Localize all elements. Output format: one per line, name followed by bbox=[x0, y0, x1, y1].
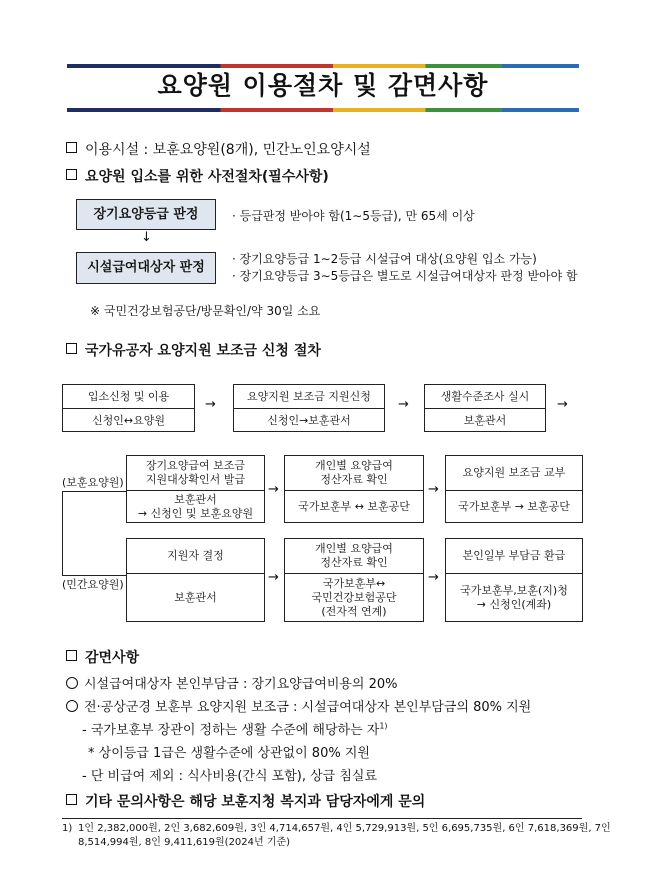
step-settlement-check-2-actor-1: 국가보훈부↔ bbox=[322, 577, 386, 591]
pre-procedure-heading: 요양원 입소를 위한 사전절차(필수사항) bbox=[85, 169, 329, 185]
checkbox-square-icon bbox=[66, 343, 77, 354]
section-reductions bbox=[66, 647, 139, 667]
section-pre-procedure bbox=[66, 166, 329, 186]
step-support-certificate-actor-2: → 신청인 및 보훈요양원 bbox=[137, 507, 254, 520]
right-arrow-icon: → bbox=[428, 570, 439, 585]
reduction-sub-1-text: - 국가보훈부 장관이 정하는 생활 수준에 해당하는 자 bbox=[82, 723, 380, 738]
step-settlement-check-2-title-2: 정산자료 확인 bbox=[320, 556, 388, 569]
right-arrow-icon: → bbox=[557, 397, 568, 412]
step-recipient-decision-title: 지원자 결정 bbox=[127, 539, 264, 574]
step-settlement-check-1 bbox=[284, 455, 424, 523]
footnote-ref: 1) bbox=[379, 721, 388, 731]
right-arrow-icon: → bbox=[268, 570, 279, 585]
step-living-survey-actor: 보훈관서 bbox=[463, 413, 507, 427]
subsidy-heading: 국가유공자 요양지원 보조금 신청 절차 bbox=[85, 343, 321, 359]
step-subsidy-application bbox=[233, 384, 385, 432]
reduction-item-1 bbox=[66, 673, 398, 692]
step-settlement-check-2-title-1: 개인별 요양급여 bbox=[315, 542, 393, 556]
page-title: 요양원 이용절차 및 감면사항 bbox=[157, 71, 489, 100]
step-settlement-check-1-actor: 국가보훈부 ↔ 보훈공단 bbox=[298, 500, 410, 514]
step-support-certificate-title-2: 지원대상확인서 발급 bbox=[145, 473, 246, 486]
step-admission bbox=[62, 384, 195, 432]
facility-benefit-note-2: · 장기요양등급 3∼5등급은 별도로 시설급여대상자 판정 받아야 함 bbox=[232, 269, 578, 283]
footnote-line-1: 1인 2,382,000원, 2인 3,682,609원, 3인 4,714,657원, 4인 5,729,913원, 5인 6,695,735원, 6인 7,618,369원, 7인 bbox=[78, 823, 611, 834]
reduction-item-2-text: 전·공상군경 보훈부 요양지원 보조금 : 시설급여대상자 본인부담금의 80% 지원 bbox=[84, 700, 532, 715]
down-arrow-icon: ↓ bbox=[141, 230, 152, 245]
footnote-line-2: 8,514,994원, 8인 9,411,619원(2024년 기준) bbox=[78, 837, 291, 848]
grade-judgement-note: · 등급판정 받아야 함(1∼5등급), 만 65세 이상 bbox=[232, 209, 475, 223]
title-bottom-bar bbox=[67, 108, 579, 112]
section-inquiry bbox=[66, 791, 425, 811]
step-subsidy-grant-actor: 국가보훈부 → 보훈공단 bbox=[458, 500, 570, 514]
step-subsidy-grant-title: 요양지원 보조금 교부 bbox=[446, 456, 582, 491]
reduction-sub-2: * 상이등급 1급은 생활수준에 상관없이 80% 지원 bbox=[88, 746, 370, 761]
step-settlement-check-2-actor-2: 국민건강보험공단 bbox=[311, 591, 397, 605]
step-living-survey-title: 생활수준조사 실시 bbox=[425, 385, 545, 409]
step-subsidy-grant bbox=[445, 455, 583, 523]
checkbox-square-icon bbox=[66, 794, 77, 805]
reduction-item-1-text: 시설급여대상자 본인부담금 : 장기요양급여비용의 20% bbox=[84, 677, 398, 692]
grade-judgement-box: 장기요양등급 판정 bbox=[76, 199, 216, 230]
footnote-separator bbox=[62, 818, 582, 819]
step-subsidy-application-title: 요양지원 보조금 지원신청 bbox=[234, 385, 384, 409]
reduction-sub-1 bbox=[82, 719, 388, 738]
step-support-certificate bbox=[126, 455, 265, 523]
step-settlement-check-1-title-1: 개인별 요양급여 bbox=[315, 459, 393, 473]
facility-heading: 이용시설 : 보훈요양원(8개), 민간노인요양시설 bbox=[85, 142, 371, 158]
step-settlement-check-2-actor-3: (전자적 연계) bbox=[321, 604, 387, 618]
section-facility bbox=[66, 139, 371, 159]
step-settlement-check-2 bbox=[284, 538, 424, 622]
reductions-heading: 감면사항 bbox=[85, 650, 140, 666]
checkbox-square-icon bbox=[66, 142, 77, 153]
circle-bullet-icon bbox=[66, 700, 78, 712]
step-subsidy-application-actor: 신청인→보훈관서 bbox=[267, 413, 351, 427]
pre-procedure-remark: ※ 국민건강보험공단/방문확인/약 30일 소요 bbox=[90, 304, 321, 318]
step-support-certificate-actor-1: 보훈관서 bbox=[174, 493, 217, 507]
reduction-sub-3: - 단 비급여 제외 : 식사비용(간식 포함), 상급 침실료 bbox=[82, 769, 378, 784]
step-copay-refund-title: 본인일부 부담금 환급 bbox=[446, 539, 582, 574]
reduction-item-2 bbox=[66, 696, 531, 715]
step-recipient-decision bbox=[126, 538, 265, 622]
step-admission-title: 입소신청 및 이용 bbox=[63, 385, 194, 409]
facility-benefit-box: 시설급여대상자 판정 bbox=[76, 252, 216, 284]
circle-bullet-icon bbox=[66, 677, 78, 689]
checkbox-square-icon bbox=[66, 169, 77, 180]
label-private-nursing-home: (민간요양원) bbox=[62, 578, 124, 591]
flow-bracket bbox=[62, 491, 126, 576]
right-arrow-icon: → bbox=[398, 397, 409, 412]
step-support-certificate-title-1: 장기요양급여 보조금 bbox=[145, 459, 246, 473]
right-arrow-icon: → bbox=[268, 482, 279, 497]
footnote-mark: 1) bbox=[62, 823, 73, 834]
right-arrow-icon: → bbox=[428, 482, 439, 497]
right-arrow-icon: → bbox=[205, 397, 216, 412]
step-copay-refund-actor-1: 국가보훈부,보훈(지)청 bbox=[460, 584, 568, 598]
step-copay-refund-actor-2: → 신청인(계좌) bbox=[476, 598, 552, 611]
facility-benefit-note-1: · 장기요양등급 1∼2등급 시설급여 대상(요양원 입소 가능) bbox=[232, 252, 537, 266]
step-admission-actor: 신청인↔요양원 bbox=[92, 413, 165, 427]
step-recipient-decision-actor: 보훈관서 bbox=[174, 591, 217, 605]
step-living-survey bbox=[424, 384, 546, 432]
checkbox-square-icon bbox=[66, 650, 77, 661]
step-settlement-check-1-title-2: 정산자료 확인 bbox=[320, 473, 388, 486]
section-subsidy-procedure bbox=[66, 340, 321, 360]
step-copay-refund bbox=[445, 538, 583, 622]
inquiry-heading: 기타 문의사항은 해당 보훈지청 복지과 담당자에게 문의 bbox=[85, 794, 426, 810]
label-bohun-nursing-home: (보훈요양원) bbox=[62, 476, 124, 489]
